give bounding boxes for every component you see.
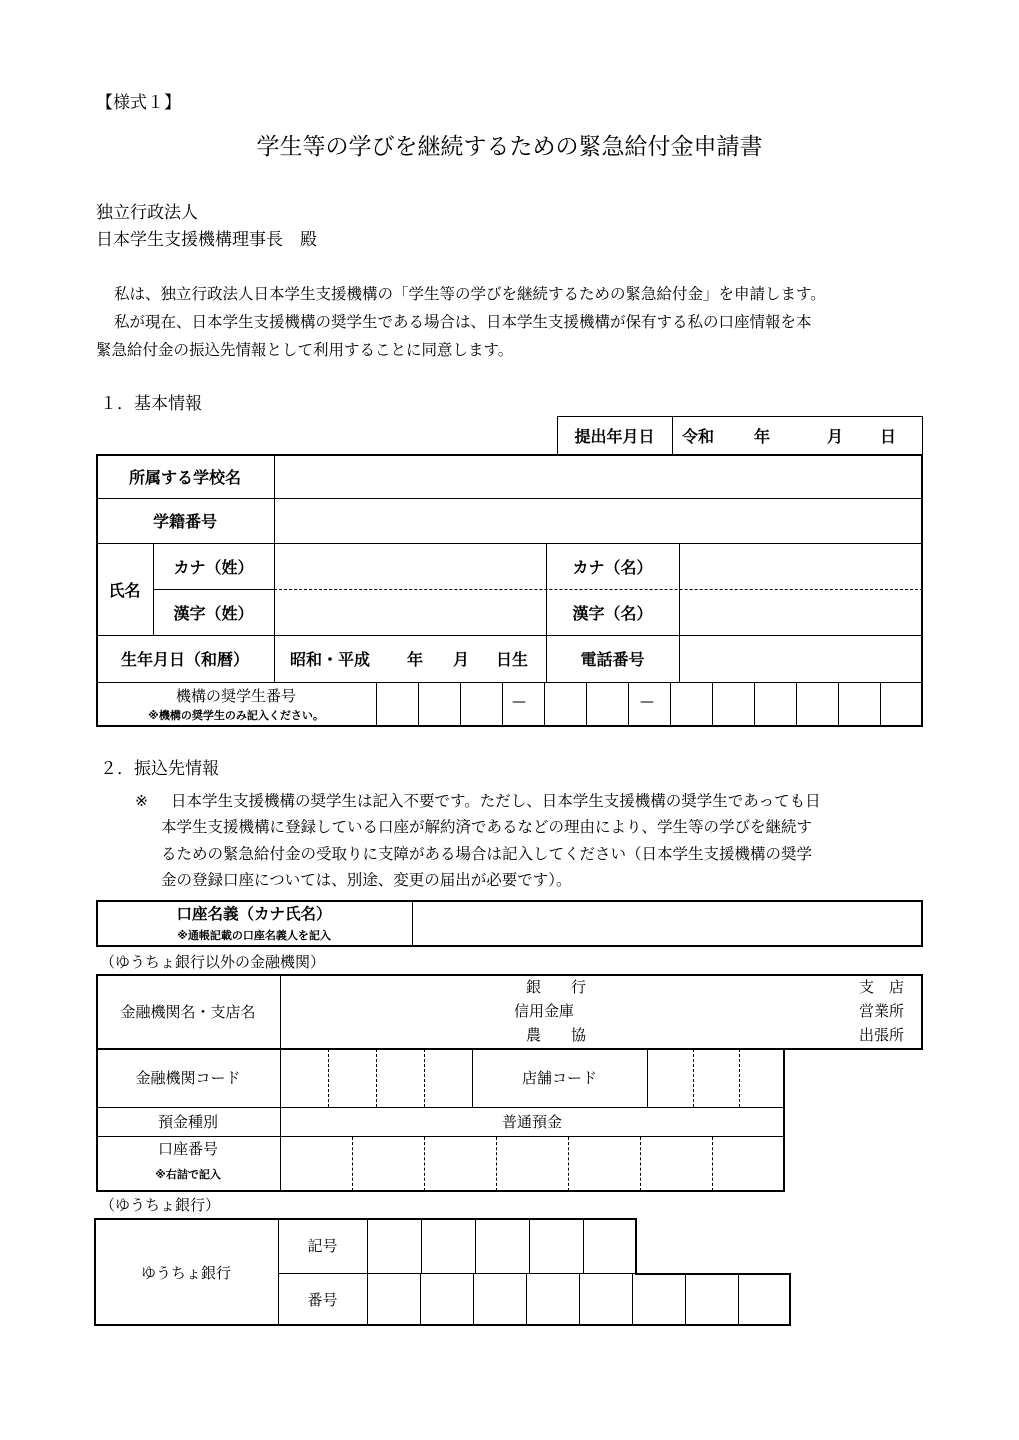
bank-type-shinkin: 信用金庫 — [514, 1002, 575, 1020]
branch-code-digit-1[interactable] — [649, 1051, 691, 1105]
scholar-no-digit-9[interactable] — [714, 685, 752, 724]
section1-heading: １．基本情報 — [100, 394, 202, 414]
account-no-digit-3[interactable] — [426, 1139, 494, 1189]
kana-sei-label: カナ（姓） — [173, 557, 254, 577]
bango-digit-5[interactable] — [581, 1276, 630, 1323]
account-no-note: ※右詰で記入 — [155, 1168, 221, 1181]
bank-code-digit-3[interactable] — [378, 1051, 422, 1105]
student-id-input[interactable] — [276, 500, 921, 542]
scholar-no-note: ※機構の奨学生のみ記入ください。 — [148, 709, 324, 722]
account-no-label: 口座番号 — [157, 1140, 218, 1158]
bank-code-digit-4[interactable] — [426, 1051, 470, 1105]
bank-code-label: 金融機関コード — [135, 1069, 241, 1087]
account-no-digit-2[interactable] — [354, 1139, 422, 1189]
branch-code-digit-3[interactable] — [741, 1051, 783, 1105]
account-no-digit-6[interactable] — [642, 1139, 710, 1189]
deposit-type-label: 預金種別 — [157, 1113, 218, 1131]
bank-type-nokyo: 農 協 — [526, 1026, 587, 1044]
bango-digit-1[interactable] — [369, 1276, 418, 1323]
birth-day: 日生 — [496, 650, 529, 669]
scholar-no-dash-1: — — [512, 694, 526, 710]
holder-note: ※通帳記載の口座名義人を記入 — [177, 929, 331, 942]
name-label: 氏名 — [108, 580, 141, 600]
intro-paragraph-2a: 私が現在、日本学生支援機構の奨学生である場合は、日本学生支援機構が保有する私の口座情報を本 — [114, 313, 812, 331]
holder-label: 口座名義（カナ氏名） — [176, 905, 332, 923]
branch-code-label: 店舗コード — [521, 1069, 597, 1087]
birth-label: 生年月日（和暦） — [120, 650, 249, 669]
kanji-mei-label: 漢字（名） — [572, 603, 653, 623]
phone-label: 電話番号 — [580, 650, 645, 669]
note-line-1: 日本学生支援機構の奨学生は記入不要です。ただし、日本学生支援機構の奨学生であっても日 — [171, 792, 821, 810]
account-no-digit-7[interactable] — [714, 1139, 782, 1189]
scholar-no-digit-8[interactable] — [672, 685, 710, 724]
other-banks-heading: （ゆうちょ銀行以外の金融機関） — [100, 953, 326, 971]
birth-date-input[interactable] — [276, 637, 544, 681]
bango-digit-6[interactable] — [634, 1276, 683, 1323]
addressee-line1: 独立行政法人 — [96, 203, 198, 223]
school-label: 所属する学校名 — [128, 467, 241, 487]
kigo-digit-4[interactable] — [531, 1221, 581, 1271]
kigo-digit-2[interactable] — [423, 1221, 473, 1271]
branch-code-digit-2[interactable] — [695, 1051, 737, 1105]
yucho-label: ゆうちょ銀行 — [140, 1263, 231, 1282]
scholar-no-digit-3[interactable] — [462, 685, 500, 724]
birth-year: 年 — [407, 650, 424, 669]
kana-mei-label: カナ（名） — [572, 557, 653, 577]
scholar-no-digit-2[interactable] — [420, 685, 458, 724]
kanji-sei-input[interactable] — [276, 591, 544, 634]
section2-heading: ２．振込先情報 — [100, 759, 219, 779]
bango-digit-7[interactable] — [687, 1276, 736, 1323]
deposit-type-value: 普通預金 — [501, 1113, 562, 1131]
intro-paragraph-1: 私は、独立行政法人日本学生支援機構の「学生等の学びを継続するための緊急給付金」を申請します。 — [114, 285, 826, 303]
scholar-no-dash-2: — — [640, 694, 654, 710]
scholar-no-digit-6[interactable] — [588, 685, 626, 724]
bank-code-digit-1[interactable] — [282, 1051, 326, 1105]
note-line-3: るための緊急給付金の受取りに支障がある場合は記入してください（日本学生支援機構の奨学 — [161, 845, 813, 863]
scholar-no-label: 機構の奨学生番号 — [175, 687, 296, 705]
submit-date-era: 令和 — [682, 427, 715, 446]
bango-digit-2[interactable] — [422, 1276, 471, 1323]
branch-type-eigyosho: 営業所 — [859, 1002, 905, 1020]
note-mark: ※ — [135, 792, 148, 810]
account-no-digit-4[interactable] — [498, 1139, 566, 1189]
submit-date-input[interactable] — [682, 420, 918, 450]
scholar-no-digit-11[interactable] — [798, 685, 836, 724]
school-input[interactable] — [276, 456, 921, 497]
birth-month: 月 — [453, 650, 470, 669]
scholar-no-digit-5[interactable] — [546, 685, 584, 724]
form-label: 【様式１】 — [96, 93, 181, 113]
kanji-sei-label: 漢字（姓） — [173, 603, 254, 623]
scholar-no-digit-10[interactable] — [756, 685, 794, 724]
birth-era: 昭和・平成 — [290, 650, 371, 669]
bank-name-label: 金融機関名・支店名 — [120, 1003, 256, 1021]
kanji-mei-input[interactable] — [681, 591, 921, 634]
account-no-digit-5[interactable] — [570, 1139, 638, 1189]
intro-paragraph-2b: 緊急給付金の振込先情報として利用することに同意します。 — [96, 341, 514, 359]
branch-type-shutchosho: 出張所 — [859, 1026, 905, 1044]
kigo-digit-5[interactable] — [585, 1221, 635, 1271]
bank-name-input[interactable] — [282, 976, 502, 1047]
scholar-no-digit-12[interactable] — [840, 685, 878, 724]
bango-label: 番号 — [307, 1291, 338, 1309]
submit-date-day: 日 — [880, 427, 897, 446]
account-no-digit-1[interactable] — [282, 1139, 350, 1189]
branch-type-shiten: 支 店 — [859, 978, 905, 996]
kigo-digit-3[interactable] — [477, 1221, 527, 1271]
submit-date-label: 提出年月日 — [574, 426, 655, 446]
note-line-2: 本学生支援機構に登録している口座が解約済であるなどの理由により、学生等の学びを継続す — [161, 818, 813, 836]
kigo-label: 記号 — [307, 1237, 338, 1255]
yucho-heading: （ゆうちょ銀行） — [100, 1196, 221, 1214]
branch-name-input[interactable] — [610, 976, 850, 1047]
kana-mei-input[interactable] — [681, 545, 921, 588]
kigo-digit-1[interactable] — [369, 1221, 419, 1271]
scholar-no-digit-13[interactable] — [882, 685, 920, 724]
note-line-4: 金の登録口座については、別途、変更の届出が必要です）。 — [161, 871, 572, 889]
submit-date-year: 年 — [754, 427, 771, 446]
scholar-no-digit-1[interactable] — [378, 685, 416, 724]
addressee-line2: 日本学生支援機構理事長 殿 — [96, 230, 317, 250]
student-id-label: 学籍番号 — [152, 512, 217, 531]
phone-input[interactable] — [681, 637, 921, 681]
page-title: 学生等の学びを継続するための緊急給付金申請書 — [256, 134, 763, 160]
bango-digit-3[interactable] — [475, 1276, 524, 1323]
submit-date-month: 月 — [827, 427, 844, 446]
bank-type-bank: 銀 行 — [526, 978, 587, 996]
bank-code-digit-2[interactable] — [330, 1051, 374, 1105]
bango-digit-8[interactable] — [740, 1276, 789, 1323]
kana-sei-input[interactable] — [276, 545, 544, 588]
holder-input[interactable] — [414, 902, 921, 945]
bango-digit-4[interactable] — [528, 1276, 577, 1323]
